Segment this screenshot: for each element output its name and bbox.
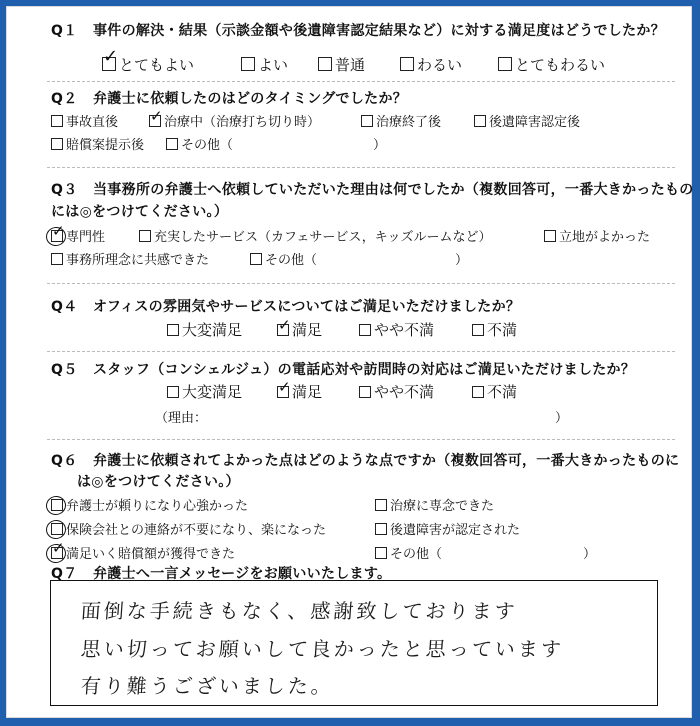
q2-number: Q２ — [51, 91, 78, 107]
q4-option-4[interactable] — [472, 319, 517, 340]
q6-option-2[interactable] — [375, 495, 494, 514]
double-circle-mark — [44, 518, 68, 541]
checkbox[interactable] — [544, 230, 556, 242]
survey-sheet — [6, 6, 692, 718]
q3-option-label: 充実したサービス（カフェサービス，キッズルームなど） — [154, 230, 492, 245]
q2-question: 弁護士に依頼したのはどのタイミングでしたか？ — [93, 91, 408, 107]
double-circle-mark — [44, 494, 68, 517]
q6-question: 弁護士に依頼されてよかった点はどのような点ですか（複数回答可，一番大きかったものに — [93, 453, 680, 469]
q6-other-close: ） — [583, 547, 597, 562]
q1-option-label: わるい — [417, 56, 463, 74]
q5-option-label: やや不満 — [374, 383, 435, 401]
q2-other-close: ） — [373, 138, 387, 153]
q4-option-1[interactable] — [167, 319, 242, 340]
q5-option-label: 大変満足 — [182, 383, 243, 401]
q5-option-4[interactable] — [472, 381, 517, 402]
q4-option-label: 満足 — [292, 321, 323, 339]
q4-option-3[interactable] — [359, 319, 434, 340]
checkbox[interactable] — [359, 386, 371, 398]
checkbox[interactable] — [498, 57, 512, 71]
q4-number: Q４ — [51, 299, 78, 315]
q6-option-label: 後遺障害が認定された — [390, 523, 521, 538]
q6-question-line2: は◎をつけてください。） — [77, 474, 240, 490]
q2-option-label: 治療終了後 — [376, 115, 442, 130]
checkbox[interactable] — [277, 378, 291, 398]
q3-question-line2: には◎をつけてください。） — [51, 204, 229, 220]
q4-option-label: やや不満 — [374, 321, 435, 339]
check-mark-icon: ✓ — [150, 107, 163, 125]
q2-option-2[interactable] — [149, 107, 321, 130]
checkbox[interactable] — [51, 499, 63, 511]
checkbox[interactable] — [400, 57, 414, 71]
checkbox[interactable] — [472, 386, 484, 398]
q6-option-3[interactable] — [51, 519, 326, 538]
q2-option-1[interactable] — [51, 111, 118, 130]
divider — [47, 167, 675, 168]
q5-option-2[interactable] — [277, 378, 323, 402]
checkbox[interactable] — [51, 523, 63, 535]
q3-option-label: 立地がよかった — [559, 230, 651, 245]
checkbox[interactable] — [318, 57, 332, 71]
checkbox[interactable] — [51, 539, 65, 559]
q2-option-label: 賠償案提示後 — [66, 138, 145, 153]
q1-option-1[interactable] — [102, 46, 195, 75]
checkbox[interactable] — [375, 523, 387, 535]
q3-option-other[interactable] — [250, 249, 317, 268]
q2-option-label: 治療中（治療打ち切り時） — [164, 115, 321, 130]
q5-heading — [51, 359, 635, 379]
check-mark-icon: ✓ — [103, 46, 119, 67]
checkbox[interactable] — [250, 253, 262, 265]
checkbox[interactable] — [375, 547, 387, 559]
checkbox[interactable] — [51, 138, 63, 150]
q5-reason-label: （理由： — [155, 411, 208, 426]
checkbox[interactable] — [359, 324, 371, 336]
q6-heading — [51, 450, 679, 470]
check-mark-icon: ✓ — [52, 222, 65, 240]
q7-question: 弁護士へ一言メッセージをお願いいたします。 — [93, 566, 392, 582]
checkbox[interactable] — [277, 316, 291, 336]
q5-option-3[interactable] — [359, 381, 434, 402]
q1-option-label: よい — [258, 56, 289, 74]
q1-option-label: とてもわるい — [515, 56, 606, 74]
q1-option-4[interactable] — [400, 54, 462, 75]
q5-reason-close: ） — [555, 411, 569, 426]
q4-heading — [51, 296, 520, 316]
q2-option-4[interactable] — [474, 111, 580, 130]
q3-option-2[interactable] — [139, 226, 491, 245]
q6-number: Q６ — [51, 453, 78, 469]
divider — [47, 439, 675, 440]
q6-option-label: 治療に専念できた — [390, 499, 495, 514]
q5-question: スタッフ（コンシェルジュ）の電話応対や訪問時の対応はご満足いただけましたか？ — [93, 362, 636, 378]
q7-number: Q７ — [51, 566, 78, 582]
q3-option-label: その他（ — [265, 253, 318, 268]
q2-option-label: その他（ — [181, 138, 234, 153]
divider — [47, 283, 675, 284]
q5-number: Q５ — [51, 362, 78, 378]
q3-option-label: 事務所理念に共感できた — [66, 253, 210, 268]
q6-option-label: 保険会社との連絡が不要になり、楽になった — [66, 523, 327, 538]
handwritten-message-line-1: 面倒な手続きもなく、感謝致しております — [80, 599, 519, 623]
q1-option-3[interactable] — [318, 54, 365, 75]
q1-number: Q１ — [51, 23, 78, 39]
checkbox[interactable] — [139, 230, 151, 242]
message-box — [50, 580, 658, 706]
q6-option-label: 満足いく賠償額が獲得できた — [66, 547, 236, 562]
checkbox[interactable] — [472, 324, 484, 336]
q3-option-label: 専門性 — [66, 230, 106, 245]
checkbox[interactable] — [474, 115, 486, 127]
q3-option-4[interactable] — [51, 249, 209, 268]
checkbox[interactable] — [149, 107, 163, 127]
q3-question: 当事務所の弁護士へ依頼していただいた理由は何でしたか（複数回答可，一番大きかったもの — [93, 182, 694, 198]
q1-option-label: 普通 — [335, 56, 366, 74]
handwritten-message-line-3: 有り難うございました。 — [80, 674, 335, 698]
checkbox[interactable] — [167, 324, 179, 336]
q2-option-5[interactable] — [51, 134, 144, 153]
q2-option-label: 事故直後 — [66, 115, 119, 130]
checkbox[interactable] — [51, 253, 63, 265]
q4-question: オフィスの雰囲気やサービスについてはご満足いただけましたか？ — [93, 299, 521, 315]
q3-heading — [51, 179, 694, 199]
q3-other-close: ） — [455, 253, 469, 268]
q6-option-1[interactable] — [51, 495, 248, 514]
checkbox[interactable] — [51, 115, 63, 127]
q2-option-3[interactable] — [361, 111, 441, 130]
q3-number: Q３ — [51, 182, 78, 198]
check-mark-icon: ✓ — [52, 539, 65, 557]
divider — [47, 351, 675, 352]
q2-option-label: 後遺障害認定後 — [489, 115, 581, 130]
q2-option-other[interactable] — [166, 134, 233, 153]
q6-option-other[interactable] — [375, 543, 442, 562]
q2-heading — [51, 88, 407, 108]
q1-question: 事件の解決・結果（示談金額や後遺障害認定結果など）に対する満足度はどうでしたか？ — [93, 23, 665, 39]
checkbox[interactable] — [51, 222, 65, 242]
check-mark-icon: ✓ — [278, 378, 291, 396]
divider — [47, 81, 675, 82]
q5-option-1[interactable] — [167, 381, 242, 402]
q6-option-5[interactable] — [51, 539, 236, 562]
q1-option-5[interactable] — [498, 54, 605, 75]
checkbox[interactable] — [375, 499, 387, 511]
q5-option-label: 不満 — [487, 383, 518, 401]
q6-option-label: 弁護士が頼りになり心強かった — [66, 499, 249, 514]
checkbox[interactable] — [241, 57, 255, 71]
checkbox[interactable] — [361, 115, 373, 127]
check-mark-icon: ✓ — [278, 316, 291, 334]
q6-option-label: その他（ — [390, 547, 443, 562]
q1-option-label: とてもよい — [119, 56, 195, 74]
q1-option-2[interactable] — [241, 54, 288, 75]
checkbox[interactable] — [102, 46, 119, 71]
q5-option-label: 満足 — [292, 383, 323, 401]
q6-option-4[interactable] — [375, 519, 520, 538]
checkbox[interactable] — [166, 138, 178, 150]
q4-option-label: 不満 — [487, 321, 518, 339]
q3-option-3[interactable] — [544, 226, 650, 245]
q1-heading — [51, 20, 665, 40]
checkbox[interactable] — [167, 386, 179, 398]
q3-option-1[interactable] — [51, 222, 106, 245]
q4-option-label: 大変満足 — [182, 321, 243, 339]
handwritten-message-line-2: 思い切ってお願いして良かったと思っています — [80, 637, 565, 661]
q4-option-2[interactable] — [277, 316, 323, 340]
